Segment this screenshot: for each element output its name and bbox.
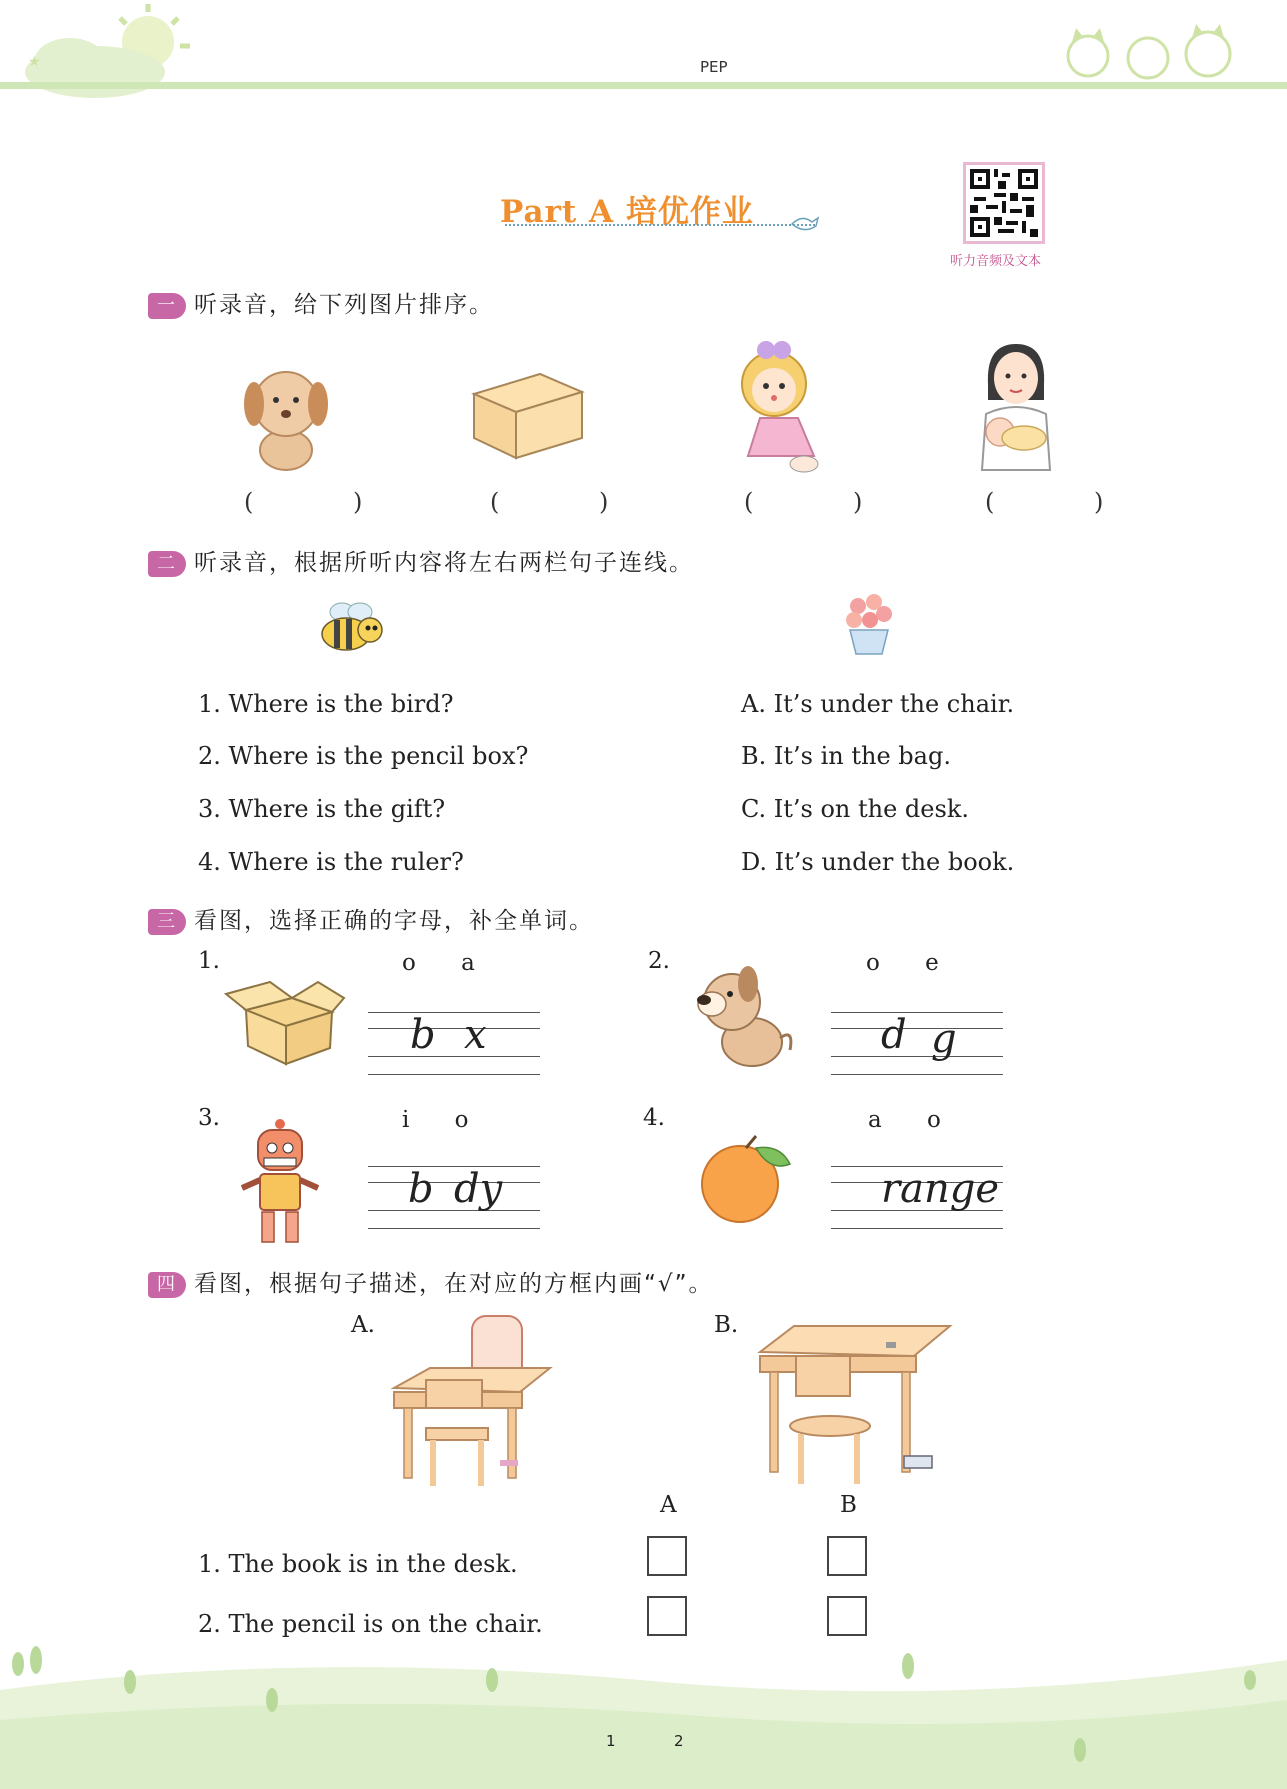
column-b-header: B	[840, 1492, 857, 1518]
page-number-left: 1	[606, 1732, 616, 1750]
word3-options: i o	[402, 1107, 469, 1133]
desk-with-book-icon	[754, 1318, 954, 1490]
word1-part-b: x	[464, 1012, 487, 1058]
section3-heading	[148, 902, 594, 935]
question-4: 4. Where is the ruler?	[198, 848, 464, 876]
svg-text:★: ★	[28, 54, 41, 70]
word4-number: 4.	[643, 1105, 665, 1131]
section1-heading	[148, 286, 494, 319]
word4-writing-lines[interactable]	[831, 1166, 1003, 1228]
section2-instruction: 听录音，根据所听内容将左右两栏句子连线。	[194, 550, 694, 576]
word4-part-b: range	[881, 1166, 1000, 1212]
picture4-blank[interactable]: ( )	[985, 488, 1150, 516]
word1-options: o a	[402, 950, 475, 976]
section1-badge: 一	[148, 293, 186, 319]
section2-heading	[148, 544, 694, 577]
box-icon	[470, 368, 586, 464]
flower-pot-icon	[840, 590, 898, 658]
section4-heading	[148, 1265, 714, 1298]
puppy-icon	[686, 958, 798, 1078]
word3-number: 3.	[198, 1105, 220, 1131]
qr-label: 听力音频及文本	[950, 254, 1042, 269]
picture3-blank[interactable]: ( )	[744, 488, 909, 516]
qr-code-icon	[970, 169, 1038, 237]
sentence1-checkbox-b[interactable]	[827, 1536, 867, 1576]
header-rule	[0, 82, 1287, 89]
word3-writing-lines[interactable]	[368, 1166, 540, 1228]
robot-icon	[234, 1118, 326, 1248]
answer-d: D. It’s under the book.	[741, 848, 1015, 876]
section3-instruction: 看图，选择正确的字母，补全单词。	[194, 908, 594, 934]
picture-a-label: A.	[351, 1312, 375, 1338]
sentence-2: 2. The pencil is on the chair.	[198, 1610, 543, 1638]
header-pep-label: PEP	[700, 58, 728, 76]
word3-part-a: b	[408, 1166, 434, 1212]
question-3: 3. Where is the gift?	[198, 795, 446, 823]
open-box-icon	[222, 972, 346, 1068]
mother-baby-icon	[960, 334, 1070, 474]
bird-doodle-icon	[790, 212, 820, 234]
picture-b-label: B.	[714, 1312, 739, 1338]
picture1-blank[interactable]: ( )	[244, 488, 409, 516]
word1-number: 1.	[198, 948, 220, 974]
header-cloud-decoration	[0, 0, 200, 110]
picture2-blank[interactable]: ( )	[490, 488, 655, 516]
answer-c: C. It’s on the desk.	[741, 795, 969, 823]
footer-hills-decoration	[0, 1630, 1287, 1789]
word2-number: 2.	[648, 948, 670, 974]
section4-badge: 四	[148, 1272, 186, 1298]
desk-with-bag-icon	[390, 1310, 560, 1492]
answer-b: B. It’s in the bag.	[741, 742, 951, 770]
page-title: Part A 培优作业	[500, 194, 754, 230]
column-a-header: A	[660, 1492, 677, 1518]
question-2: 2. Where is the pencil box?	[198, 742, 529, 770]
question-1: 1. Where is the bird?	[198, 690, 454, 718]
sentence1-checkbox-a[interactable]	[647, 1536, 687, 1576]
section4-instruction: 看图，根据句子描述，在对应的方框内画“√”。	[194, 1271, 714, 1297]
word1-part-a: b	[410, 1012, 436, 1058]
word3-part-b: dy	[454, 1166, 503, 1212]
title-underline	[505, 224, 815, 226]
sentence-1: 1. The book is in the desk.	[198, 1550, 518, 1578]
dog-icon	[236, 354, 336, 474]
bee-icon	[312, 600, 388, 654]
section2-badge: 二	[148, 551, 186, 577]
word2-writing-lines[interactable]	[831, 1012, 1003, 1074]
header-cats-decoration	[1058, 20, 1258, 86]
section1-instruction: 听录音，给下列图片排序。	[194, 292, 494, 318]
qr-code[interactable]	[963, 162, 1045, 244]
word4-options: a o	[868, 1107, 941, 1133]
word2-part-a: d	[881, 1012, 907, 1058]
orange-icon	[696, 1132, 800, 1224]
doll-icon	[726, 334, 842, 480]
word1-writing-lines[interactable]	[368, 1012, 540, 1074]
answer-a: A. It’s under the chair.	[741, 690, 1015, 718]
page-number-right: 2	[674, 1732, 684, 1750]
word2-part-b: g	[931, 1016, 957, 1062]
word2-options: o e	[866, 950, 939, 976]
page-title-block	[500, 186, 830, 236]
section3-badge: 三	[148, 909, 186, 935]
